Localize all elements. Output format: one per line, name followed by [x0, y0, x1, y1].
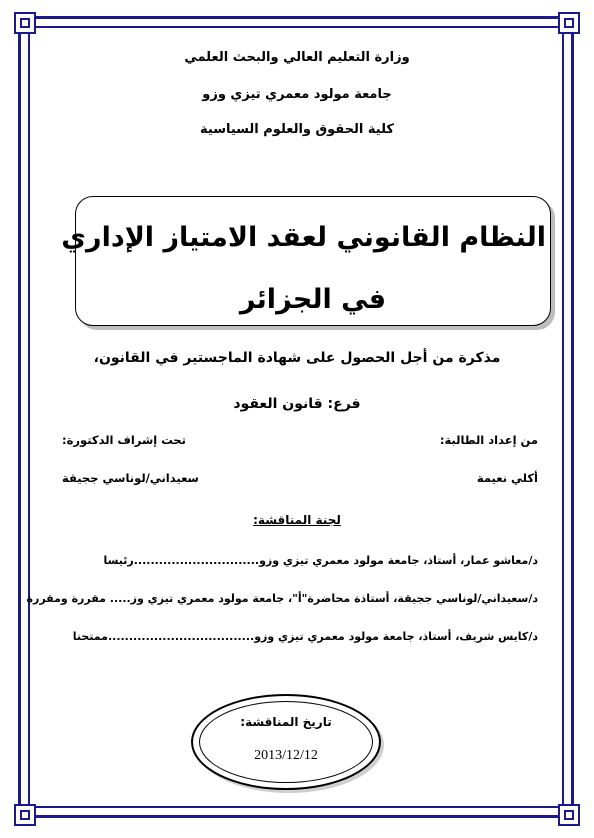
degree-purpose: مذكرة من أجل الحصول على شهادة الماجستير في القانون، — [93, 350, 501, 366]
page-border-inner — [28, 26, 564, 808]
corner-ornament — [558, 804, 580, 826]
corner-ornament — [14, 804, 36, 826]
defense-date-value: 2013/12/12 — [254, 748, 318, 763]
supervisor-label: تحت إشراف الدكتورة: — [62, 433, 186, 447]
committee-member: د/كايس شريف، أستاذ، جامعة مولود معمري تيزي وزو...................................ممتحنا — [72, 630, 538, 643]
ministry-name: وزارة التعليم العالي والبحث العلمي — [184, 50, 410, 65]
defense-date-oval-inner — [199, 701, 373, 783]
committee-heading: لجنة المناقشة: — [253, 513, 341, 527]
branch-label: فرع: قانون العقود — [233, 396, 361, 412]
committee-member: د/معاشو عمار، أستاذ، جامعة مولود معمري تيزي وزو..............................رئيسا — [103, 554, 538, 567]
corner-ornament — [558, 12, 580, 34]
thesis-title-line2: في الجزائر — [239, 284, 387, 315]
student-label: من إعداد الطالبة: — [439, 433, 538, 447]
university-name: جامعة مولود معمري تيزي وزو — [202, 87, 392, 102]
defense-date-label: تاريخ المناقشة: — [240, 715, 332, 729]
thesis-title-line1: النظام القانوني لعقد الامتياز الإداري — [61, 222, 546, 253]
corner-ornament — [14, 12, 36, 34]
supervisor-name: سعيداني/لوناسي ججيقة — [62, 471, 199, 485]
committee-member: د/سعيداني/لوناسي ججيقة، أستاذة محاضرة"أ"، جامعة مولود معمري تيزي وز..... مقررة ومقررة — [26, 592, 538, 605]
student-name: أكلي نعيمة — [476, 471, 538, 485]
faculty-name: كلية الحقوق والعلوم السياسية — [200, 122, 394, 137]
